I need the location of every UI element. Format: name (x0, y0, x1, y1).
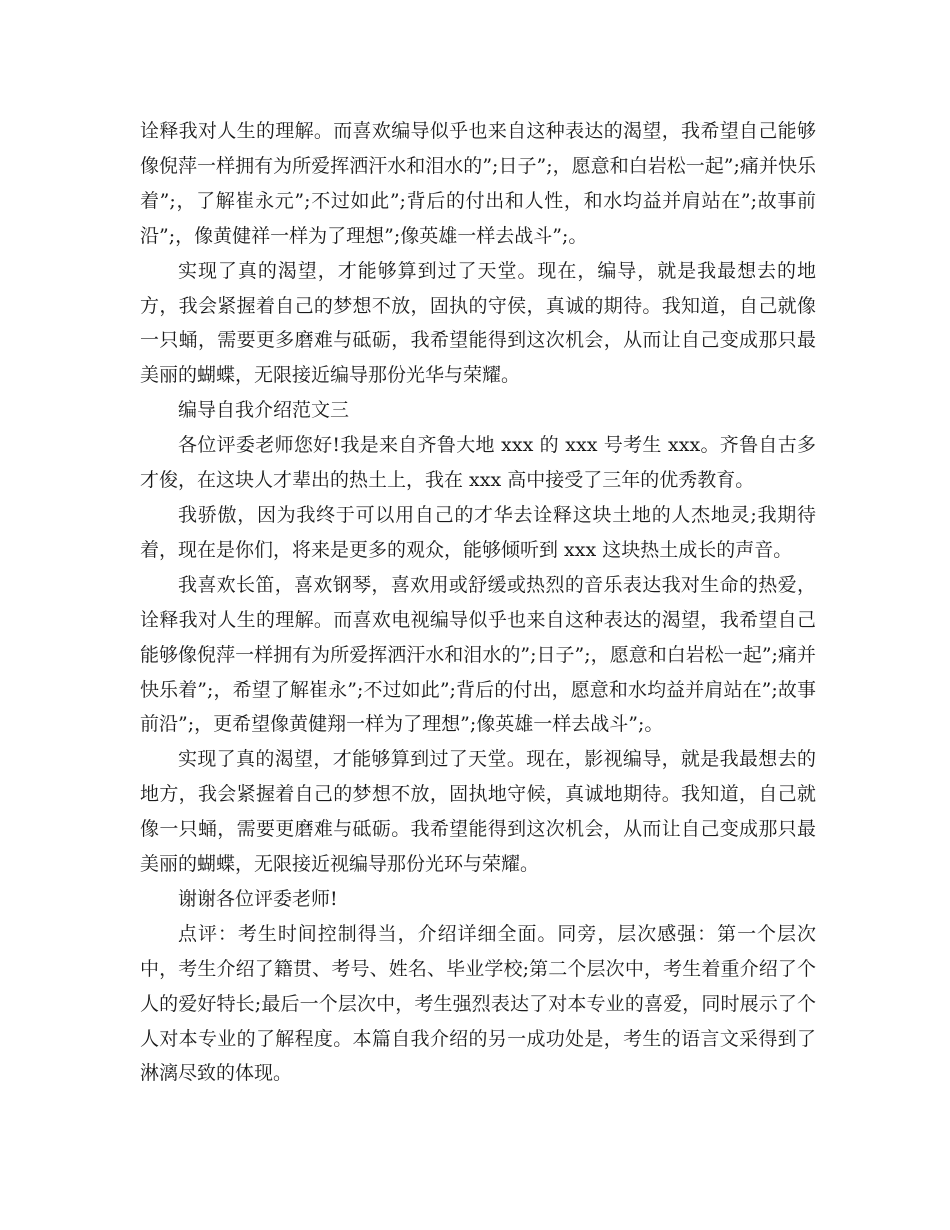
paragraph-review: 点评：考生时间控制得当，介绍详细全面。同旁，层次感强：第一个层次中，考生介绍了籍贯、考号、姓名、毕业学校;第二个层次中，考生着重介绍了个人的爱好特长;最后一个层次中，考生强烈表达了对本专业的喜爱，同时展示了个人对本专业的了解程度。本篇自我介绍的另一成功处是，考生的语言文采得到了淋漓尽致的体现。 (140, 922, 816, 1085)
section-heading: 编导自我介绍范文三 (178, 399, 350, 422)
paragraph-6: 实现了真的渴望，才能够算到过了天堂。现在，影视编导，就是我最想去的地方，我会紧握着自己的梦想不放，固执地守候，真诚地期待。我知道，自己就像一只蛹，需要更磨难与砥砺。我希望能得到这次机会，从而让自己变成那只最美丽的蝴蝶，无限接近视编导那份光环与荣耀。 (140, 748, 816, 876)
paragraph-7: 谢谢各位评委老师! (178, 887, 338, 910)
paragraph-1: 诠释我对人生的理解。而喜欢编导似乎也来自这种表达的渴望，我希望自己能够像倪萍一样拥有为所爱挥洒汗水和泪水的”;日子”;，愿意和白岩松一起”;痛并快乐着”;，了解崔永元”;不过如此”;背后的付出和人性，和水均益并肩站在”;故事前沿”;，像黄健祥一样为了理想”;像英雄一样去战斗”;。 (140, 120, 816, 247)
paragraph-5: 我喜欢长笛，喜欢钢琴，喜欢用或舒缓或热烈的音乐表达我对生命的热爱，诠释我对人生的理解。而喜欢电视编导似乎也来自这种表达的渴望，我希望自己能够像倪萍一样拥有为所爱挥洒汗水和泪水的”;日子”;，愿意和白岩松一起”;痛并快乐着”;，希望了解崔永”;不过如此”;背后的付出，愿意和水均益并肩站在”;故事前沿”;，更希望像黄健翔一样为了理想”;像英雄一样去战斗”;。 (140, 573, 816, 736)
paragraph-3: 各位评委老师您好!我是来自齐鲁大地 xxx 的 xxx 号考生 xxx。齐鲁自古多才俊，在这块人才辈出的热土上，我在 xxx 高中接受了三年的优秀教育。 (140, 434, 816, 492)
document-body (140, 114, 816, 1091)
paragraph-2: 实现了真的渴望，才能够算到过了天堂。现在，编导，就是我最想去的地方，我会紧握着自己的梦想不放，固执的守侯，真诚的期待。我知道，自己就像一只蛹，需要更多磨难与砥砺，我希望能得到这次机会，从而让自己变成那只最美丽的蝴蝶，无限接近编导那份光华与荣耀。 (140, 259, 816, 387)
paragraph-4: 我骄傲，因为我终于可以用自己的才华去诠释这块土地的人杰地灵;我期待着，现在是你们，将来是更多的观众，能够倾听到 xxx 这块热土成长的声音。 (140, 503, 816, 561)
